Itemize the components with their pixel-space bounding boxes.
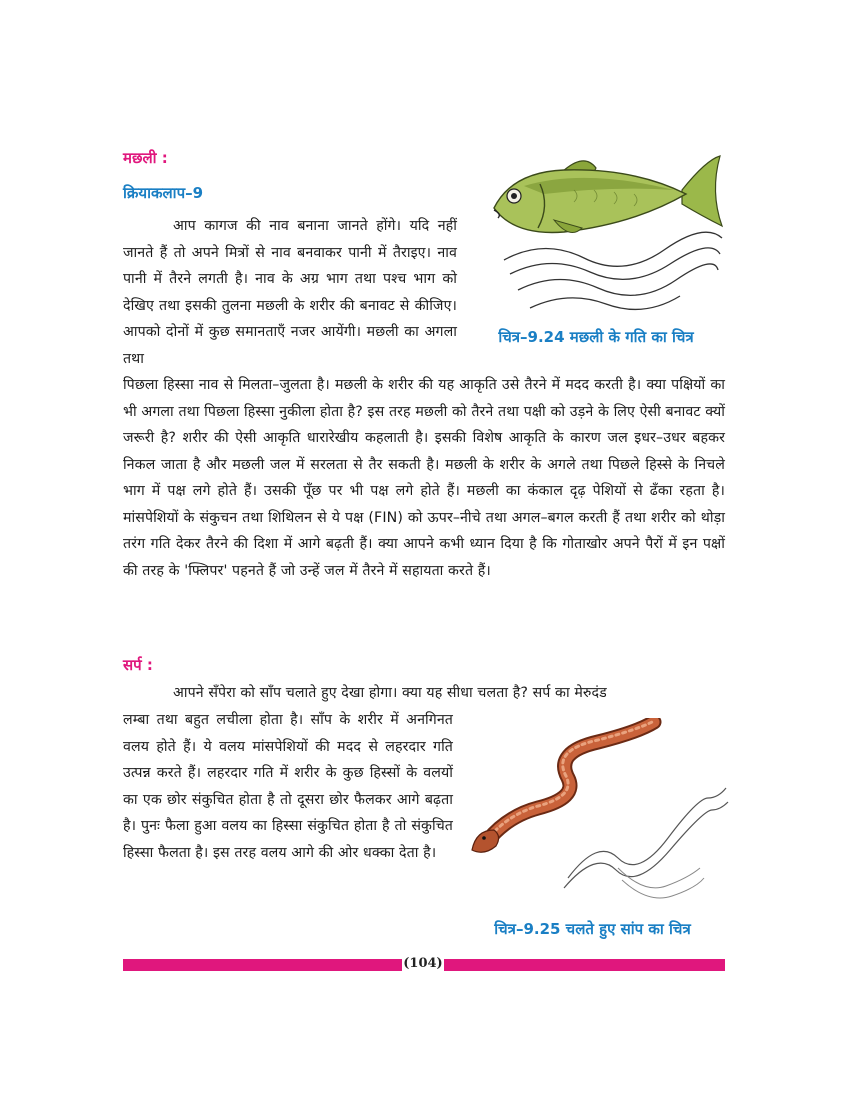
- page-number: (104): [403, 956, 443, 971]
- fish-figure-caption: चित्र–9.24 मछली के गति का चित्र: [498, 328, 694, 346]
- footer-bar-left: [123, 959, 402, 971]
- snake-first-line: आपने सँपेरा को साँप चलाते हुए देखा होगा। क्या यह सीधा चलता है? सर्प का मेरुदंड: [173, 685, 607, 701]
- section-heading-snake: सर्प :: [123, 656, 153, 674]
- fish-continued-paragraph: पिछला हिस्सा नाव से मिलता–जुलता है। मछली के शरीर की यह आकृति उसे तैरने में मदद करती है। क्या पक्षियों का भी अगला तथा पिछला हिस्सा नुकीला होता है? इस तरह मछली को तैरने तथा पक्षी को उड़ने के लिए ऐसी बनावट क्यों जरूरी है? शरीर की ऐसी आकृति धारारेखीय कहलाती है। इसकी विशेष आकृति के कारण जल इधर–उधर बहकर निकल जाता है और मछली जल में सरलता से तैर सकती है। मछली के शरीर के अगले तथा पिछले हिस्से के निचले भाग में पक्ष लगे होते हैं। उसकी पूँछ पर भी पक्ष लगे होते हैं। मछली का कंकाल दृढ़ पेशियों से ढँका रहता है। मांसपेशियों के संकुचन तथा शिथिलन से ये पक्ष (FIN) को ऊपर–नीचे तथा अगल–बगल करती हैं तथा शरीर को थोड़ा तरंग गति देकर तैरने की दिशा में आगे बढ़ती हैं। क्या आपने कभी ध्यान दिया है कि गोताखोर अपने पैरों में इन पक्षों की तरह के 'फ्लिपर' पहनते हैं जो उन्हें जल में तैरने में सहायता करते हैं।: [123, 377, 725, 579]
- footer-bar-right: [444, 959, 725, 971]
- snake-paragraph: लम्बा तथा बहुत लचीला होता है। साँप के शरीर में अनगिनत वलय होते हैं। ये वलय मांसपेशियों की मदद से लहरदार गति उत्पन्न करते हैं। लहरदार गति में शरीर के कुछ हिस्सों के वलयों का एक छोर संकुचित होता है तो दूसरा छोर फैलकर आगे बढ़ता है। पुनः फैला हुआ वलय का हिस्सा संकुचित होता है तो संकुचित हिस्सा फैलता है। इस तरह वलय आगे की ओर धक्का देता है।: [123, 712, 453, 861]
- fish-intro-paragraph: आप कागज की नाव बनाना जानते होंगे। यदि नहीं जानते हैं तो अपने मित्रों से नाव बनवाकर पानी में तैराइए। नाव पानी में तैरने लगती है। नाव के अग्र भाग तथा पश्च भाग को देखिए तथा इसकी तुलना मछली के शरीर की बनावट से कीजिए। आपको दोनों में कुछ समानताएँ नजर आयेंगी। मछली का अगला तथा: [123, 218, 457, 367]
- section-heading-fish: मछली :: [123, 149, 168, 167]
- snake-figure-caption: चित्र–9.25 चलते हुए सांप का चित्र: [494, 920, 691, 938]
- activity-heading: क्रियाकलाप–9: [123, 184, 204, 202]
- fish-illustration: [484, 150, 724, 322]
- snake-illustration: [468, 718, 730, 914]
